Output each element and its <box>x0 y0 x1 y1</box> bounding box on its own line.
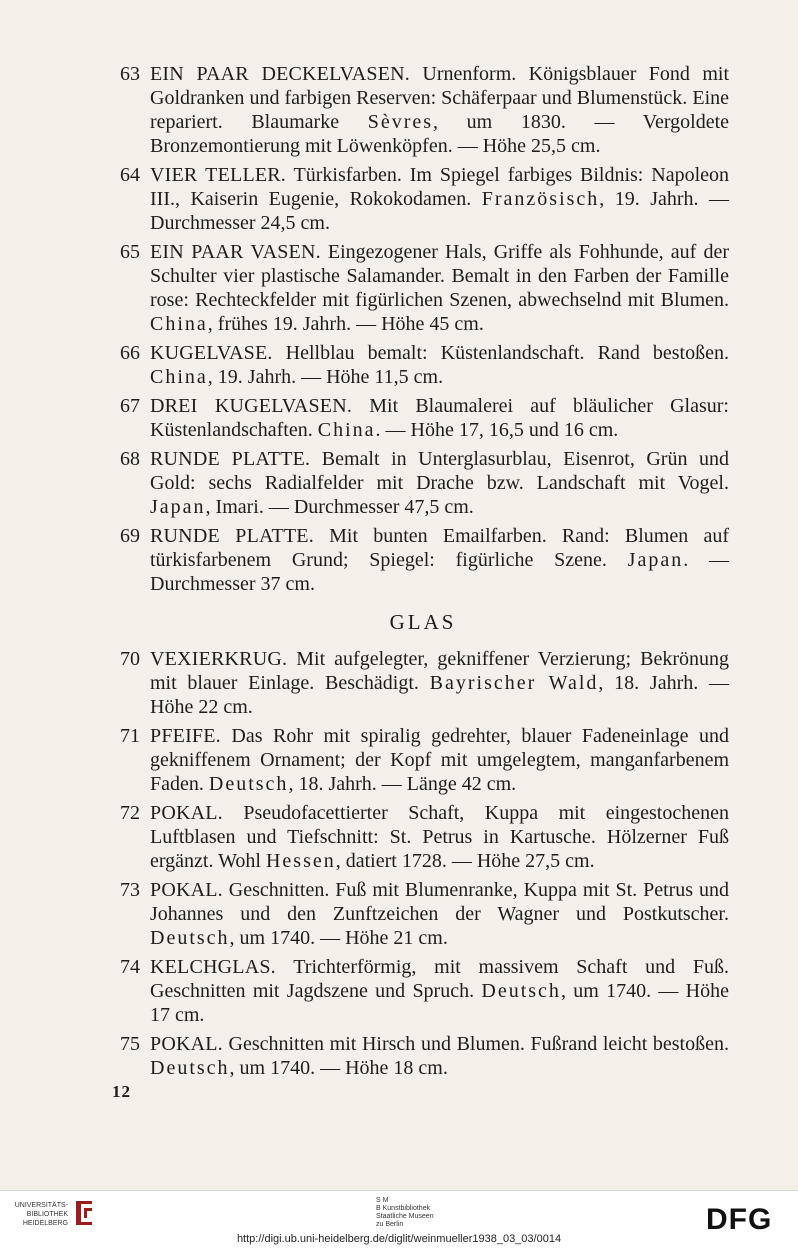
entry-title: EIN PAAR DECKELVASEN. <box>150 63 410 85</box>
catalog-entry <box>117 878 729 950</box>
entry-text: Geschnitten mit Hirsch und Blumen. Fußrand leicht bestoßen. <box>222 1033 729 1055</box>
entry-text: Türkisfarben. Im Spiegel farbiges Bildnis: Napoleon III., Kaiserin Eugenie, Rokokodamen. <box>150 164 730 210</box>
sm-line: S M <box>376 1197 389 1204</box>
catalog-entry <box>117 394 729 442</box>
entry-text: Eingezogener Hals, Griffe als Fohhunde, auf der Schulter vier plastische Salamander. Bemalt in den Farben der Famille rose: Rechteckfelder mit figürlichen Szenen, abwechselnd mit Blumen. <box>150 241 729 311</box>
entry-title: RUNDE PLATTE. <box>150 448 311 470</box>
entry-number: 75 <box>120 1033 140 1055</box>
source-url[interactable]: http://digi.ub.uni-heidelberg.de/diglit/weinmueller1938_03_03/0014 <box>236 1233 562 1245</box>
entry-text: Mit bunten Emailfarben. Rand: Blumen auf türkisfarbenem Grund; Spiegel: figürliche Szene. <box>150 525 729 571</box>
dfg-logo[interactable]: DFG <box>706 1203 773 1236</box>
uni-line: BIBLIOTHEK <box>26 1211 68 1218</box>
entry-number: 70 <box>120 648 140 670</box>
entry-number: 74 <box>120 956 140 978</box>
entry-text: Geschnitten. Fuß mit Blumenranke, Kuppa mit St. Petrus und Johannes und den Zunftzeichen der Wagner und Postkutscher. <box>150 879 729 925</box>
entry-tail: , 19. Jahrh. — Höhe 11,5 cm. <box>207 366 444 388</box>
entry-tail: , 18. Jahrh. — Länge 42 cm. <box>288 773 517 795</box>
catalog-entry <box>117 341 729 389</box>
entry-tail: . — Höhe 17, 16,5 und 16 cm. <box>375 419 619 441</box>
entry-text: Bemalt in Unterglasurblau, Eisenrot, Grün und Gold: sechs Radialfelder mit Drache bzw. Landschaft mit Vogel. <box>150 448 729 494</box>
catalog-entry <box>117 62 729 158</box>
entry-title: POKAL. <box>150 1033 223 1055</box>
entry-origin: Deutsch <box>150 927 230 949</box>
entry-origin: Bayrischer Wald <box>429 672 599 694</box>
entry-tail: , um 1740. — Höhe 18 cm. <box>229 1057 448 1079</box>
entry-title: VEXIERKRUG. <box>150 648 288 670</box>
entry-title: RUNDE PLATTE. <box>150 525 314 547</box>
catalog-entry <box>117 524 729 596</box>
entry-number: 63 <box>120 63 140 85</box>
entry-origin: Hessen <box>265 850 336 872</box>
catalog-entry <box>117 724 729 796</box>
entry-number: 69 <box>120 525 140 547</box>
catalog-entry <box>117 447 729 519</box>
entry-title: PFEIFE. <box>150 725 221 747</box>
university-logo-icon[interactable] <box>72 1199 96 1227</box>
sm-line: B Kunstbibliothek <box>376 1205 431 1212</box>
entry-origin: Japan <box>150 496 206 518</box>
entry-title: DREI KUGELVASEN. <box>150 395 353 417</box>
sm-line: zu Berlin <box>376 1221 404 1228</box>
entry-number: 68 <box>120 448 140 470</box>
catalog-entry <box>117 163 729 235</box>
catalog-entry <box>117 1032 729 1080</box>
entry-text: Das Rohr mit spiralig gedrehter, blauer Fadeneinlage und gekniffenem Ornament; der Kopf mit umgelegtem, manganfarbenem Faden. <box>150 725 729 795</box>
entry-title: POKAL. <box>150 879 223 901</box>
entry-number: 71 <box>120 725 140 747</box>
entries-ceramics <box>117 62 729 596</box>
entry-tail: , 18. Jahrh. — Höhe 22 cm. <box>150 672 729 718</box>
entry-tail: , um 1830. — Vergoldete Bronzemontierung mit Löwenköpfen. — Höhe 25,5 cm. <box>150 111 730 157</box>
entry-origin: Sèvres <box>367 111 434 133</box>
entry-tail: , frühes 19. Jahrh. — Höhe 45 cm. <box>207 313 484 335</box>
entry-tail: , datiert 1728. — Höhe 27,5 cm. <box>335 850 595 872</box>
entry-text: Urnenform. Königsblauer Fond mit Goldranken und farbigen Reserven: Schäferpaar und Blumenstück. Eine repariert. Blaumarke <box>150 63 730 133</box>
entry-tail: , 19. Jahrh. — Durchmesser 24,5 cm. <box>150 188 729 234</box>
entry-tail: , Imari. — Durchmesser 47,5 cm. <box>205 496 474 518</box>
catalog-content <box>117 62 729 1085</box>
catalog-entry <box>117 240 729 336</box>
entry-title: POKAL. <box>150 802 223 824</box>
entry-number: 65 <box>120 241 140 263</box>
entry-origin: China <box>150 366 208 388</box>
entries-glass <box>117 647 729 1080</box>
entry-text: Mit aufgelegter, gekniffener Verzierung; Bekrönung mit blauer Einlage. Beschädigt. <box>150 648 729 694</box>
sm-line: Staatliche Museen <box>376 1213 434 1220</box>
catalog-entry <box>117 647 729 719</box>
uni-line: UNIVERSITÄTS- <box>14 1202 68 1209</box>
catalog-entry <box>117 955 729 1027</box>
entry-number: 73 <box>120 879 140 901</box>
entry-text: Mit Blaumalerei auf bläulicher Glasur: Küstenlandschaften. <box>150 395 729 441</box>
entry-text: Pseudofacettierter Schaft, Kuppa mit eingestochenen Luftblasen und Tiefschnitt: St. Petrus in Kartusche. Hölzerner Fuß ergänzt. Wohl <box>150 802 729 872</box>
entry-title: KUGELVASE. <box>150 342 273 364</box>
entry-number: 67 <box>120 395 140 417</box>
entry-title: EIN PAAR VASEN. <box>150 241 321 263</box>
entry-origin: Deutsch <box>481 980 561 1002</box>
entry-origin: Japan <box>627 549 684 571</box>
entry-text: Hellblau bemalt: Küstenlandschaft. Rand bestoßen. <box>272 342 729 364</box>
entry-origin: Deutsch <box>208 773 289 795</box>
entry-tail: . — Durchmesser 37 cm. <box>150 549 729 595</box>
catalog-entry <box>117 801 729 873</box>
entry-text: Trichterförmig, mit massivem Schaft und Fuß. Geschnitten mit Jagdszene und Spruch. <box>150 956 729 1002</box>
entry-tail: , um 1740. — Höhe 21 cm. <box>229 927 448 949</box>
section-heading: GLAS <box>389 610 457 634</box>
entry-title: KELCHGLAS. <box>150 956 276 978</box>
entry-number: 64 <box>120 164 140 186</box>
entry-origin: Französisch <box>481 188 600 210</box>
entry-origin: China <box>317 419 376 441</box>
entry-title: VIER TELLER. <box>150 164 287 186</box>
sm-kunstbibliothek-label[interactable] <box>376 1197 434 1229</box>
page-number: 12 <box>112 1082 131 1101</box>
entry-number: 66 <box>120 342 140 364</box>
entry-number: 72 <box>120 802 140 824</box>
uni-line: HEIDELBERG <box>22 1220 68 1227</box>
university-library-label[interactable] <box>6 1201 68 1228</box>
entry-tail: , um 1740. — Höhe 17 cm. <box>150 980 729 1026</box>
entry-origin: China <box>150 313 208 335</box>
entry-origin: Deutsch <box>150 1057 230 1079</box>
